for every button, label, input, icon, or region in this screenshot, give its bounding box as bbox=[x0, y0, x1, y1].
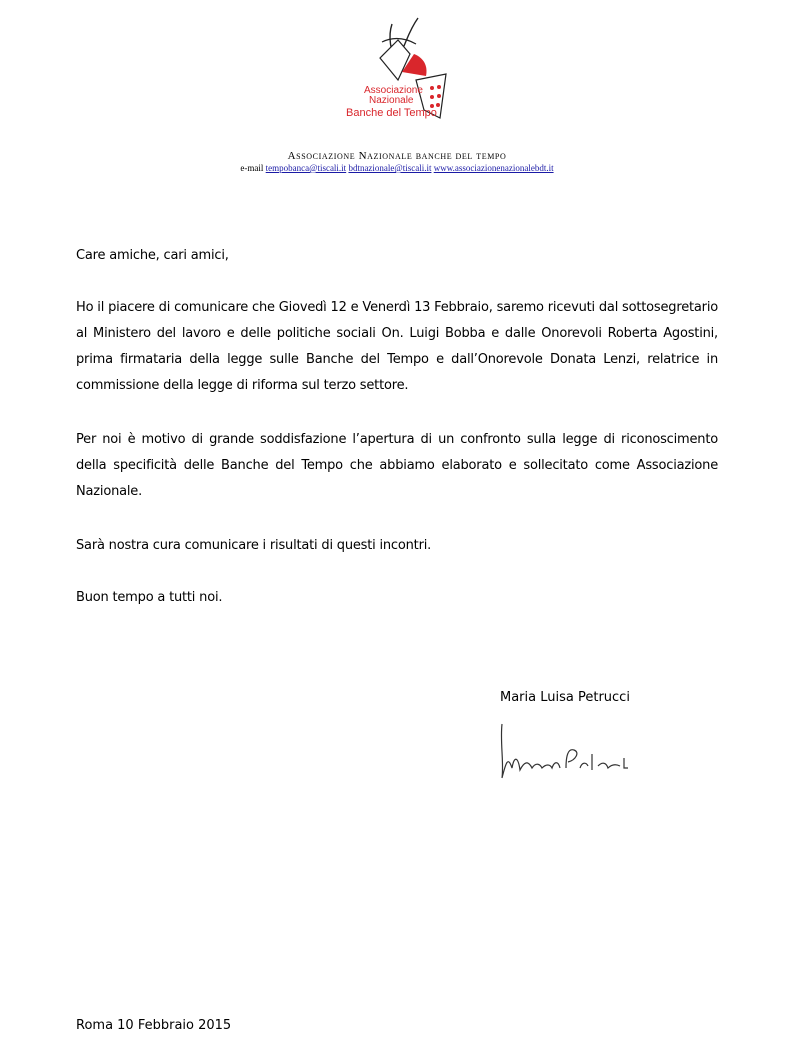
website-link[interactable]: www.associazionenazionalebdt.it bbox=[433, 163, 554, 173]
paragraph-meeting-announcement: Ho il piacere di comunicare che Giovedì 12 e Venerdì 13 Febbraio, saremo ricevuti dal sottosegretario al Ministero del lavoro e delle politiche sociali On. Luigi Bobba e dalle Onorevoli Roberta Agostini, prima firmataria della legge sulle Banche del Tempo e dall’Onorevole Donata Lenzi, relatrice in commissione della legge di riforma sul terzo settore. bbox=[76, 300, 718, 393]
signer-name: Maria Luisa Petrucci bbox=[500, 690, 630, 705]
logo-text-line3: Banche del Tempo bbox=[346, 107, 437, 119]
place-and-date: Roma 10 Febbraio 2015 bbox=[76, 1018, 232, 1033]
association-logo bbox=[328, 14, 468, 132]
email-link-tempobanca[interactable]: tempobanca@tiscali.it bbox=[265, 163, 347, 173]
paragraph-results: Sarà nostra cura comunicare i risultati di questi incontri. bbox=[76, 538, 432, 553]
paragraph-satisfaction: Per noi è motivo di grande soddisfazione l’apertura di un confronto sulla legge di riconoscimento della specificità delle Banche del Tempo che abbiamo elaborato e sollecitato come Associazione Nazionale. bbox=[76, 432, 718, 499]
closing-line: Buon tempo a tutti noi. bbox=[76, 590, 223, 605]
greeting: Care amiche, cari amici, bbox=[76, 248, 229, 263]
email-label: e-mail bbox=[240, 163, 264, 173]
logo-text-line1: Associazione bbox=[364, 85, 423, 96]
logo-text-line2: Nazionale bbox=[369, 95, 414, 106]
handwritten-signature bbox=[494, 716, 634, 782]
organization-name: Associazione Nazionale banche del tempo bbox=[287, 150, 507, 162]
contact-line bbox=[0, 163, 794, 173]
email-link-bdtnazionale[interactable]: bdtnazionale@tiscali.it bbox=[348, 163, 432, 173]
